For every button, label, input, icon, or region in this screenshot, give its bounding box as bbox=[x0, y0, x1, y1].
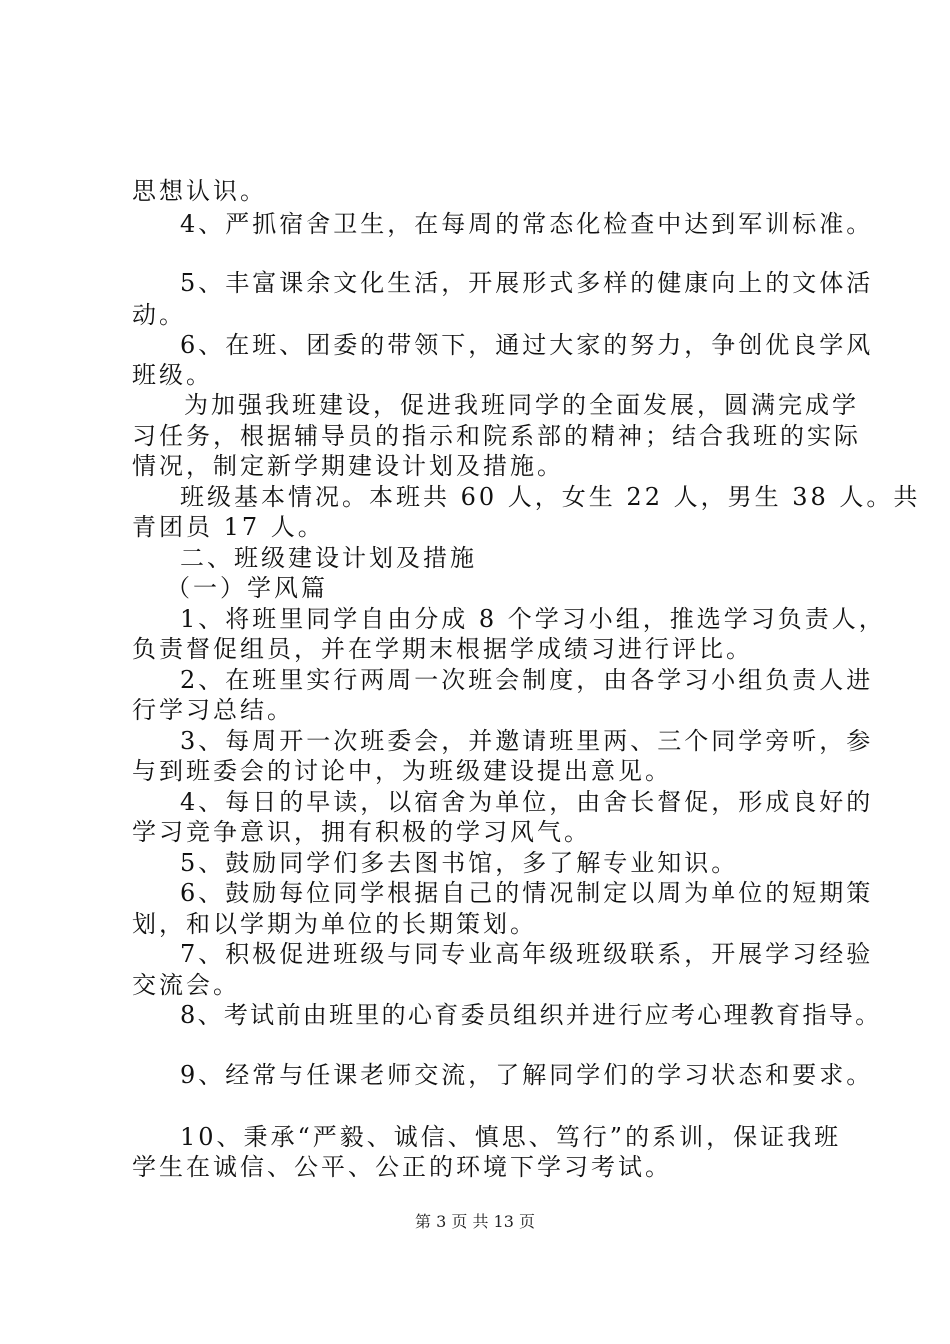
text-line: 9、经常与任课老师交流，了解同学们的学习状态和要求。 bbox=[180, 1061, 874, 1089]
text-line: 情况，制定新学期建设计划及措施。 bbox=[132, 452, 564, 480]
text-line: 动。 bbox=[132, 301, 186, 329]
text-line: 学习竞争意识，拥有积极的学习风气。 bbox=[132, 818, 591, 846]
text-line: 2、在班里实行两周一次班会制度，由各学习小组负责人进 bbox=[180, 666, 874, 694]
text-line: 4、每日的早读，以宿舍为单位，由舍长督促，形成良好的 bbox=[180, 788, 874, 816]
text-line: 为加强我班建设，促进我班同学的全面发展，圆满完成学 bbox=[184, 391, 859, 419]
text-line: 学生在诚信、公平、公正的环境下学习考试。 bbox=[132, 1153, 672, 1181]
text-line: 8、考试前由班里的心育委员组织并进行应考心理教育指导。 bbox=[180, 1001, 882, 1029]
text-line: 划，和以学期为单位的长期策划。 bbox=[132, 910, 537, 938]
text-line: 6、在班、团委的带领下，通过大家的努力，争创优良学风 bbox=[180, 331, 874, 359]
text-line: 青团员 17 人。 bbox=[132, 513, 325, 541]
section-heading: 二、班级建设计划及措施 bbox=[180, 544, 477, 572]
text-line: 1、将班里同学自由分成 8 个学习小组，推选学习负责人， bbox=[180, 605, 886, 633]
text-line: 7、积极促进班级与同专业高年级班级联系，开展学习经验 bbox=[180, 940, 874, 968]
text-line: 交流会。 bbox=[132, 971, 240, 999]
text-line: 5、丰富课余文化生活，开展形式多样的健康向上的文体活 bbox=[180, 269, 874, 297]
text-line: 思想认识。 bbox=[132, 177, 267, 205]
text-line: 5、鼓励同学们多去图书馆，多了解专业知识。 bbox=[180, 849, 739, 877]
text-line: 6、鼓励每位同学根据自己的情况制定以周为单位的短期策 bbox=[180, 879, 874, 907]
text-line: 负责督促组员，并在学期末根据学成绩习进行评比。 bbox=[132, 635, 753, 663]
text-line: 10、秉承“严毅、诚信、慎思、笃行”的系训，保证我班 bbox=[180, 1123, 842, 1151]
text-line: 3、每周开一次班委会，并邀请班里两、三个同学旁听，参 bbox=[180, 727, 874, 755]
text-line: 行学习总结。 bbox=[132, 696, 294, 724]
page-number-footer: 第 3 页 共 13 页 bbox=[415, 1212, 535, 1231]
text-line: 4、严抓宿舍卫生，在每周的常态化检查中达到军训标准。 bbox=[180, 210, 874, 238]
subsection-heading: （一）学风篇 bbox=[166, 574, 328, 602]
text-line: 与到班委会的讨论中，为班级建设提出意见。 bbox=[132, 757, 672, 785]
text-line: 班级基本情况。本班共 60 人，女生 22 人，男生 38 人。共 bbox=[180, 483, 921, 511]
text-line: 习任务，根据辅导员的指示和院系部的精神；结合我班的实际 bbox=[132, 422, 861, 450]
text-line: 班级。 bbox=[132, 361, 213, 389]
